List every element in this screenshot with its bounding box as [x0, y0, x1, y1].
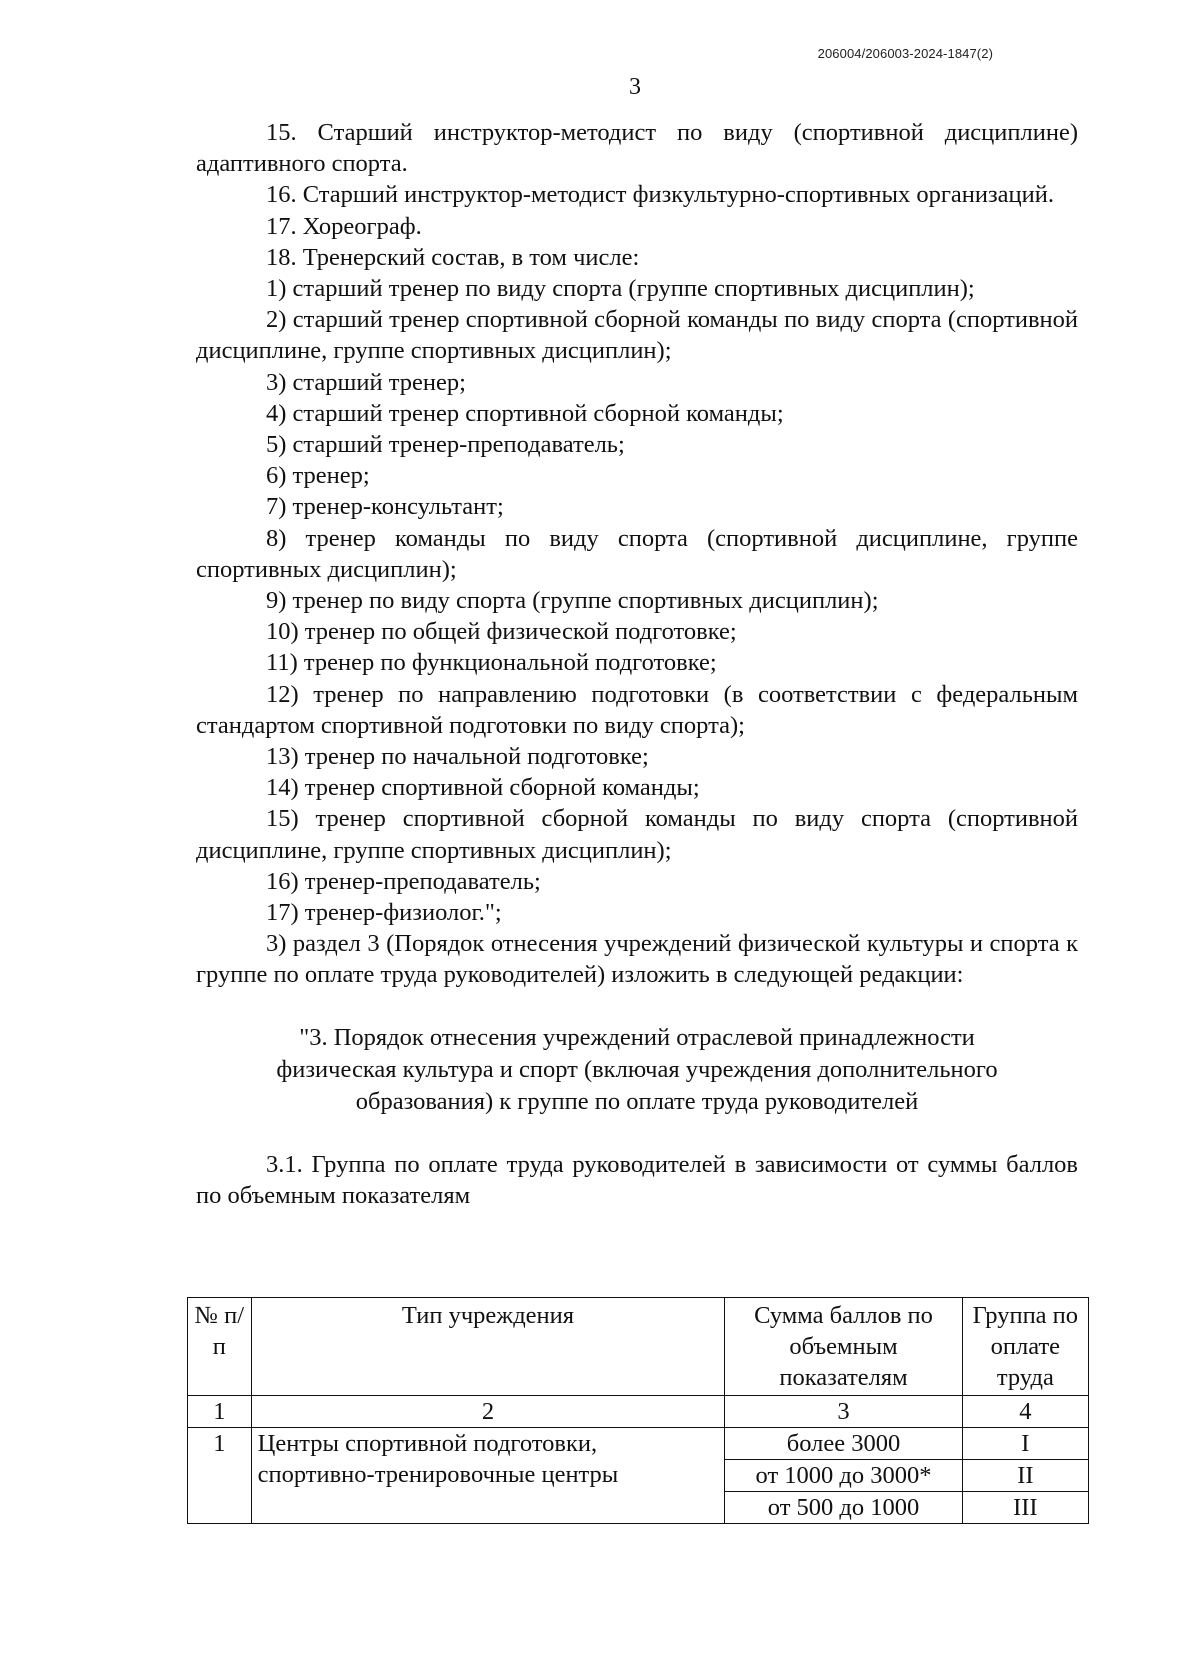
amendment-paragraph: 3) раздел 3 (Порядок отнесения учреждений физической культуры и спорта к группе по оплате труда руководителей) изложить в следующей редакции:	[196, 930, 1078, 989]
pay-group-table	[187, 1297, 1089, 1524]
row-group: III	[962, 1492, 1088, 1524]
header-group: Группа по оплате труда	[962, 1298, 1088, 1396]
list-item: 6) тренер;	[266, 462, 370, 490]
section-heading-line: физическая культура и спорт (включая учреждения дополнительного	[276, 1055, 998, 1083]
column-number: 4	[962, 1396, 1088, 1428]
list-item: 10) тренер по общей физической подготовке;	[266, 618, 737, 646]
document-body	[196, 117, 1078, 1211]
header-type: Тип учреждения	[251, 1298, 725, 1396]
column-number: 1	[188, 1396, 252, 1428]
list-item: 1) старший тренер по виду спорта (группе спортивных дисциплин);	[266, 275, 975, 303]
header-num: № п/п	[188, 1298, 252, 1396]
row-group: II	[962, 1460, 1088, 1492]
section-heading-line: "3. Порядок отнесения учреждений отраслевой принадлежности	[299, 1023, 975, 1051]
list-item: 17) тренер-физиолог.";	[266, 899, 502, 927]
subsection-title: 3.1. Группа по оплате труда руководителей в зависимости от суммы баллов по объемным показателям	[196, 1150, 1078, 1209]
list-item: 5) старший тренер-преподаватель;	[266, 431, 625, 459]
column-number: 2	[251, 1396, 725, 1428]
row-num: 1	[188, 1428, 252, 1524]
row-sum: от 500 до 1000	[725, 1492, 962, 1524]
list-item: 15) тренер спортивной сборной команды по виду спорта (спортивной дисциплине, группе спортивных дисциплин);	[196, 805, 1078, 864]
column-number: 3	[725, 1396, 962, 1428]
row-group: I	[962, 1428, 1088, 1460]
row-type: Центры спортивной подготовки, спортивно-тренировочные центры	[251, 1428, 725, 1524]
section-heading	[196, 1022, 1078, 1118]
list-item: 13) тренер по начальной подготовке;	[266, 743, 649, 771]
paragraph: 16. Старший инструктор-методист физкультурно-спортивных организаций.	[266, 181, 1055, 209]
list-item: 2) старший тренер спортивной сборной команды по виду спорта (спортивной дисциплине, группе спортивных дисциплин);	[196, 306, 1078, 365]
page-number: 3	[629, 74, 641, 100]
list-item: 12) тренер по направлению подготовки (в соответствии с федеральным стандартом спортивной подготовки по виду спорта);	[196, 680, 1078, 739]
list-item: 14) тренер спортивной сборной команды;	[266, 774, 700, 802]
list-item: 16) тренер-преподаватель;	[266, 867, 541, 895]
paragraph: 17. Хореограф.	[266, 212, 422, 240]
list-item: 4) старший тренер спортивной сборной команды;	[266, 399, 784, 427]
column-number-row	[188, 1396, 1089, 1428]
row-sum: более 3000	[725, 1428, 962, 1460]
table-row	[188, 1428, 1089, 1460]
paragraph: 18. Тренерский состав, в том числе:	[266, 243, 640, 271]
list-item: 7) тренер-консультант;	[266, 493, 504, 521]
document-id: 206004/206003-2024-1847(2)	[817, 46, 993, 61]
list-item: 8) тренер команды по виду спорта (спортивной дисциплине, группе спортивных дисциплин);	[196, 524, 1078, 583]
row-sum: от 1000 до 3000*	[725, 1460, 962, 1492]
list-item: 11) тренер по функциональной подготовке;	[266, 649, 717, 677]
table-header-row	[188, 1298, 1089, 1396]
section-heading-line: образования) к группе по оплате труда руководителей	[355, 1087, 919, 1115]
header-sum: Сумма баллов по объемным показателям	[725, 1298, 962, 1396]
paragraph: 15. Старший инструктор-методист по виду (спортивной дисциплине) адаптивного спорта.	[196, 119, 1078, 178]
list-item: 9) тренер по виду спорта (группе спортивных дисциплин);	[266, 587, 879, 615]
list-item: 3) старший тренер;	[266, 368, 466, 396]
